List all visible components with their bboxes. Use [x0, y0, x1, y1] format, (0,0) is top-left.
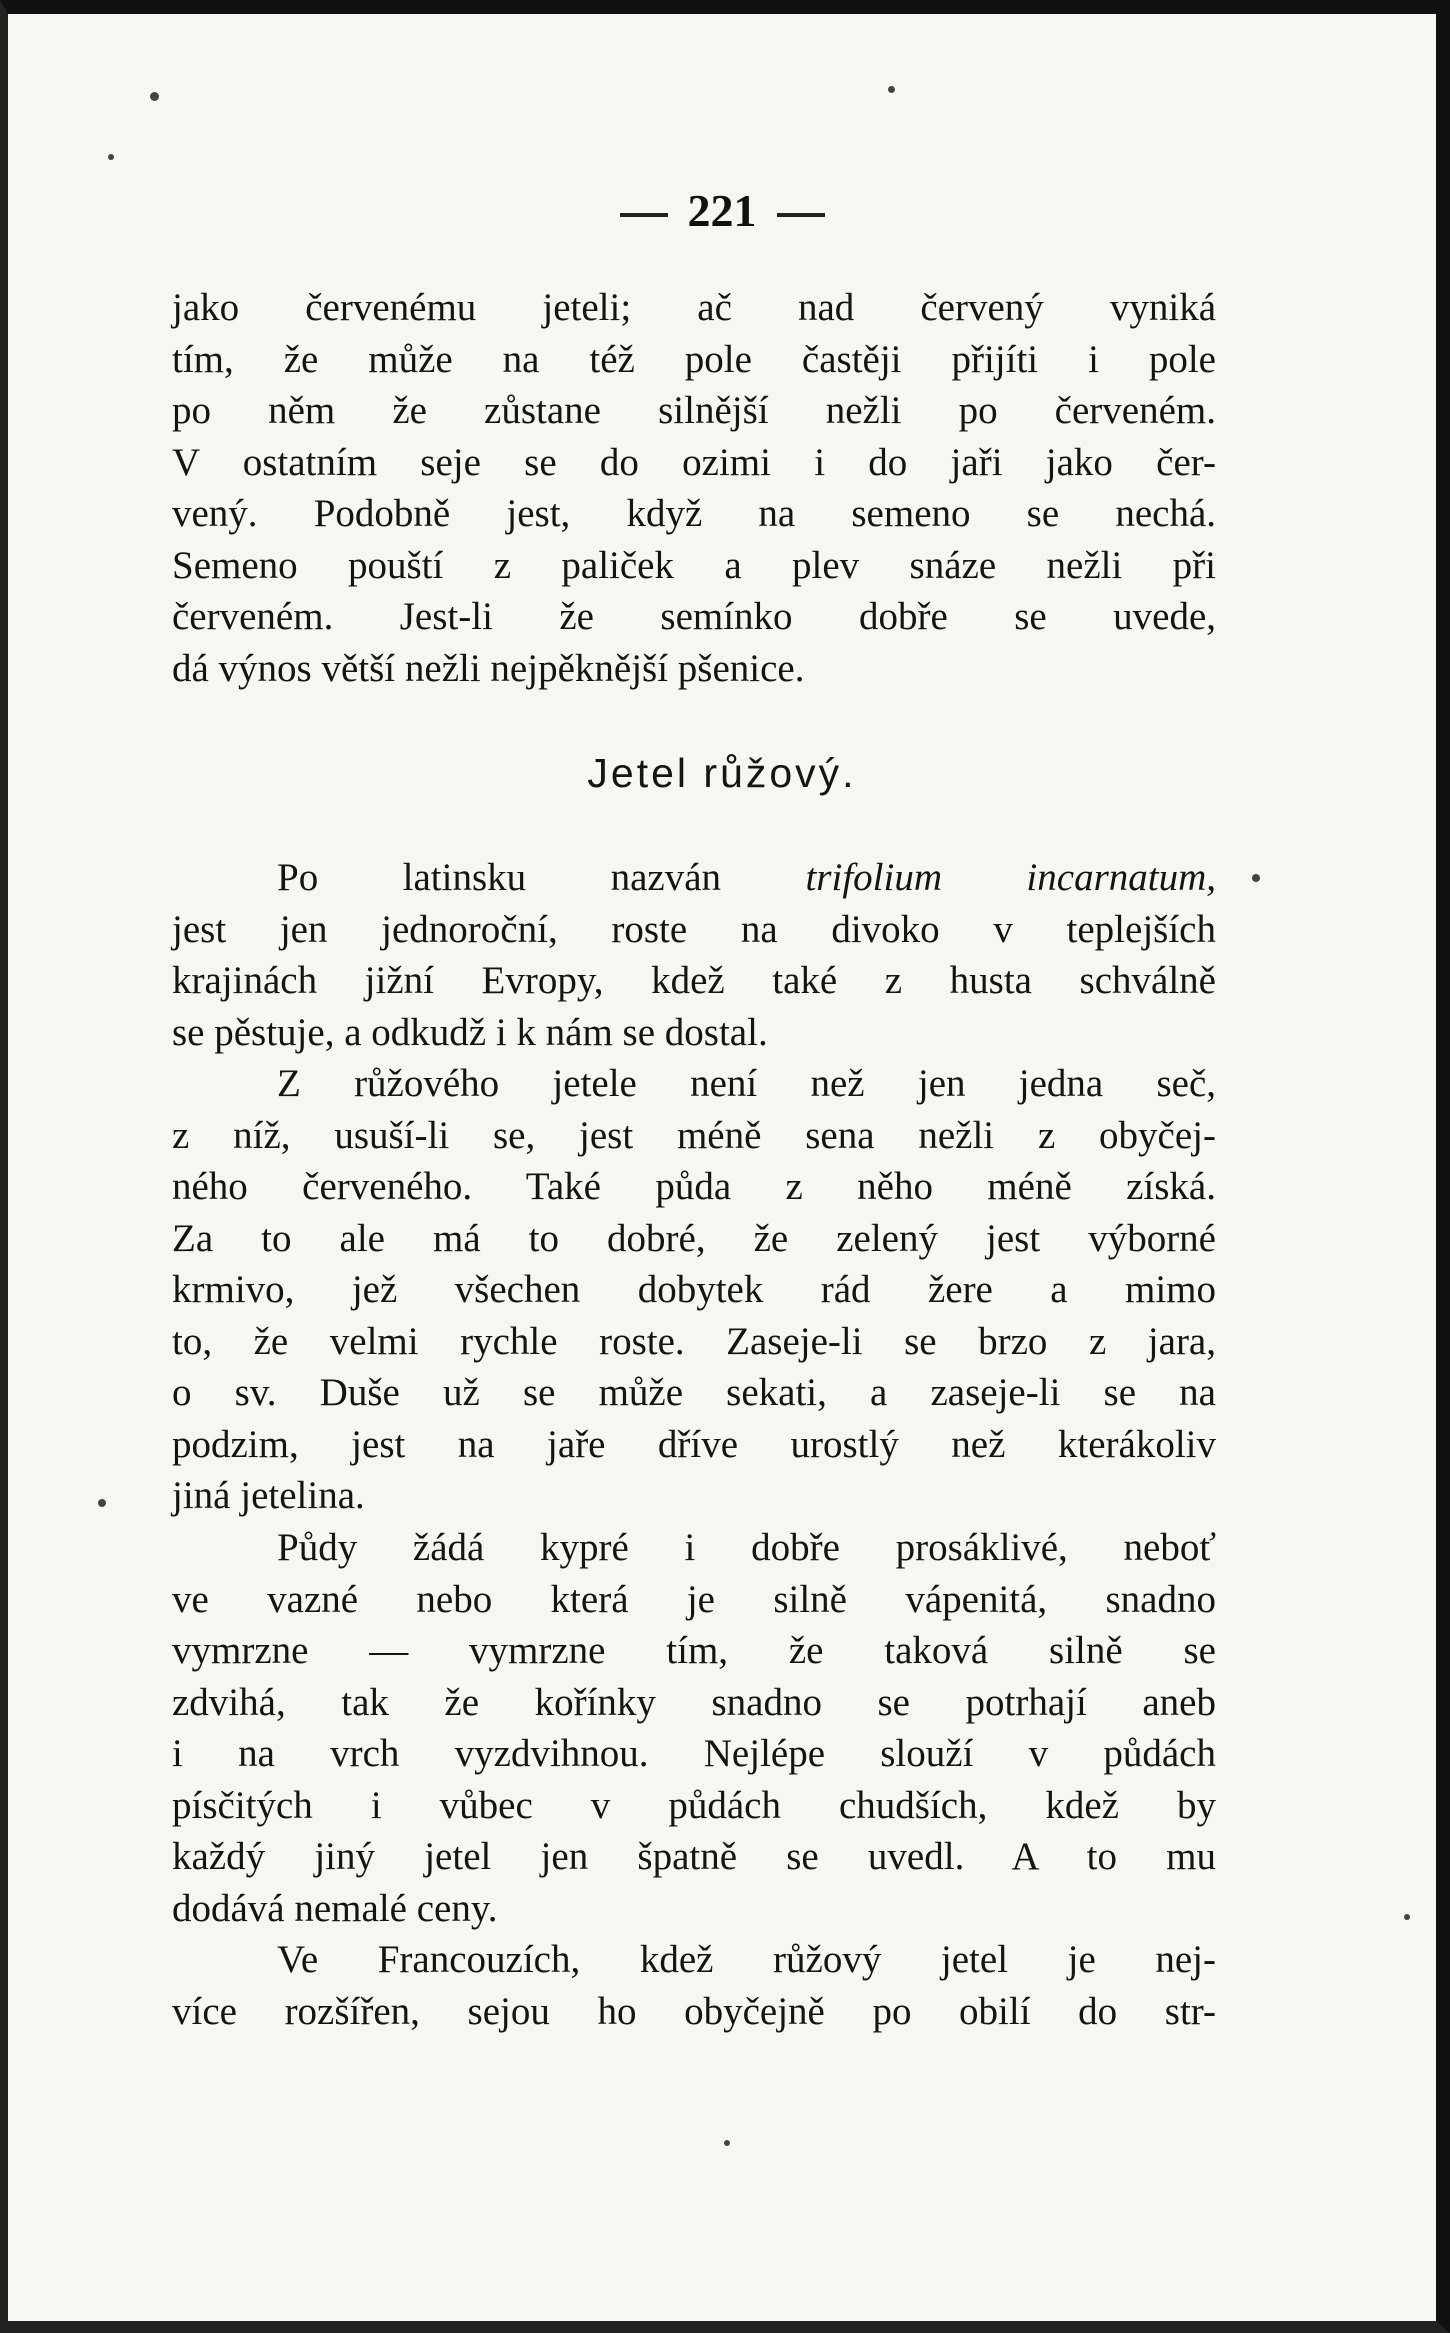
- scan-speck: [888, 86, 895, 93]
- scan-speck: [150, 92, 159, 101]
- text-line: jest jen jednoroční, roste na divoko v teplejších: [172, 907, 1216, 951]
- text-line: více rozšířen, sejou ho obyčejně po obilí do str-: [172, 1989, 1216, 2033]
- text-line: Ve Francouzích, kdež růžový jetel je nej-: [277, 1938, 1216, 1981]
- paragraph-1: [172, 282, 1216, 694]
- text-line: to, že velmi rychle roste. Zaseje-li se brzo z jara,: [172, 1319, 1216, 1363]
- scan-speck: [1404, 1914, 1410, 1920]
- text-line: vymrzne — vymrzne tím, že taková silně se: [172, 1629, 1216, 1672]
- text-line: vený. Podobně jest, když na semeno se nechá.: [172, 492, 1216, 535]
- text-line: Půdy žádá kypré i dobře prosáklivé, neboť: [277, 1526, 1216, 1569]
- section-heading: Jetel růžový.: [587, 750, 857, 796]
- text-line: krajinách jižní Evropy, kdež také z husta schválně: [172, 959, 1216, 1002]
- text-line: jako červenému jeteli; ač nad červený vyniká: [172, 286, 1216, 329]
- text-line: z níž, usuší-li se, jest méně sena nežli z obyčej-: [172, 1113, 1216, 1157]
- header-dash-left: [620, 213, 668, 217]
- page-header: [8, 184, 1436, 237]
- paragraph-2: [172, 852, 1216, 1058]
- text-line: zdvihá, tak že kořínky snadno se potrhají aneb: [172, 1680, 1216, 1724]
- scan-speck: [98, 1499, 106, 1507]
- text-line: [172, 852, 1216, 904]
- text-line: jiná jetelina.: [172, 1474, 365, 1517]
- latin-lead: Po latinsku nazván: [277, 856, 722, 899]
- text-line: po něm že zůstane silnější nežli po červeném.: [172, 389, 1216, 432]
- text-line: se pěstuje, a odkudž i k nám se dostal.: [172, 1010, 768, 1054]
- text-line: Za to ale má to dobré, že zelený jest výborné: [172, 1216, 1216, 1260]
- text-line: i na vrch vyzdvihnou. Nejlépe slouží v půdách: [172, 1732, 1216, 1775]
- text-line: ve vazné nebo která je silně vápenitá, snadno: [172, 1577, 1216, 1621]
- text-line: dodává nemalé ceny.: [172, 1886, 498, 1930]
- text-line: červeném. Jest-li že semínko dobře se uvede,: [172, 595, 1216, 638]
- text-line: podzim, jest na jaře dříve urostlý než kterákoliv: [172, 1422, 1216, 1466]
- text-line: tím, že může na též pole častěji přijíti i pole: [172, 337, 1216, 381]
- text-line: dá výnos větší nežli nejpěknější pšenice.: [172, 646, 805, 690]
- text-line: Semeno pouští z paliček a plev snáze nežli při: [172, 543, 1216, 587]
- text-line: ného červeného. Také půda z něho méně získá.: [172, 1165, 1216, 1208]
- paragraph-4: [172, 1522, 1216, 1934]
- text-line: o sv. Duše už se může sekati, a zaseje-li se na: [172, 1371, 1216, 1414]
- scan-speck: [108, 154, 114, 160]
- paragraph-5: [172, 1934, 1216, 2037]
- header-dash-right: [777, 213, 825, 217]
- text-line: krmivo, jež všechen dobytek rád žere a mimo: [172, 1268, 1216, 1311]
- text-line: Z růžového jetele není než jen jedna seč,: [277, 1062, 1216, 1105]
- page-number: 221: [687, 185, 757, 236]
- scan-speck: [724, 2140, 730, 2146]
- paragraph-3: [172, 1058, 1216, 1522]
- text-line: V ostatním seje se do ozimi i do jaři jako čer-: [172, 440, 1216, 484]
- text-line: každý jiný jetel jen špatně se uvedl. A to mu: [172, 1835, 1216, 1878]
- scan-speck: [1252, 874, 1260, 882]
- text-line: písčitých i vůbec v půdách chudších, kdež by: [172, 1783, 1216, 1827]
- latin-name: trifolium incarnatum,: [805, 856, 1217, 899]
